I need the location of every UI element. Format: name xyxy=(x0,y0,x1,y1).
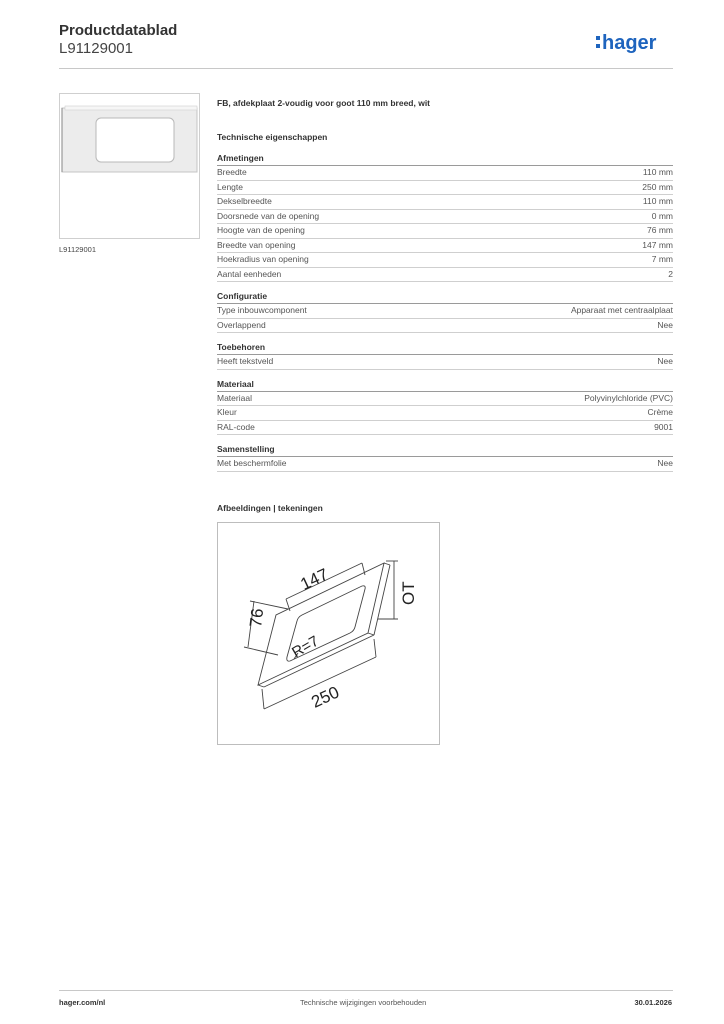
spec-value: Nee xyxy=(657,319,673,330)
spec-value: 7 mm xyxy=(651,254,673,264)
spec-label: Doorsnede van de opening xyxy=(217,210,320,221)
images-heading: Afbeeldingen | tekeningen xyxy=(217,503,323,513)
spec-label: Lengte xyxy=(217,181,243,192)
header-divider xyxy=(59,68,673,69)
spec-value: Nee xyxy=(657,458,673,468)
dim-ot-label: OT xyxy=(399,581,418,605)
product-thumbnail xyxy=(59,93,200,239)
spec-row xyxy=(217,392,673,407)
spec-label: Materiaal xyxy=(217,392,252,403)
spec-row xyxy=(217,181,673,196)
spec-value: 76 mm xyxy=(647,225,673,235)
dim-length-label: 250 xyxy=(308,682,343,712)
footer-disclaimer: Technische wijzigingen voorbehouden xyxy=(300,998,427,1007)
spec-row xyxy=(217,421,673,436)
spec-row xyxy=(217,253,673,268)
spec-value: 147 mm xyxy=(642,239,673,250)
spec-sections xyxy=(217,152,673,472)
spec-row xyxy=(217,268,673,283)
spec-label: Heeft tekstveld xyxy=(217,356,274,366)
dim-height-label: 76 xyxy=(246,607,268,629)
spec-label: Overlappend xyxy=(217,319,266,330)
spec-section xyxy=(217,152,673,282)
spec-section xyxy=(217,378,673,436)
spec-value: Polyvinylchloride (PVC) xyxy=(584,392,673,403)
spec-row xyxy=(217,224,673,239)
spec-value: 2 xyxy=(668,268,673,279)
spec-row xyxy=(217,355,673,370)
spec-row xyxy=(217,195,673,210)
thumbnail-caption: L91129001 xyxy=(59,245,96,254)
spec-label: RAL-code xyxy=(217,421,255,432)
spec-value: 0 mm xyxy=(651,210,673,221)
spec-value: Nee xyxy=(657,356,673,366)
spec-row xyxy=(217,304,673,319)
spec-label: Kleur xyxy=(217,407,237,417)
spec-value: 9001 xyxy=(654,421,673,432)
footer-divider xyxy=(59,990,673,991)
dim-radius-label: R=7 xyxy=(289,632,322,662)
section-heading: Samenstelling xyxy=(217,443,673,457)
spec-row xyxy=(217,457,673,472)
technical-drawing xyxy=(217,522,440,745)
section-heading: Toebehoren xyxy=(217,341,673,355)
spec-value: 250 mm xyxy=(642,181,673,192)
spec-label: Breedte xyxy=(217,167,247,177)
dim-width-label: 147 xyxy=(297,564,332,594)
footer-website[interactable]: hager.com/nl xyxy=(59,998,106,1007)
spec-label: Dekselbreedte xyxy=(217,196,272,206)
spec-label: Breedte van opening xyxy=(217,239,296,250)
hager-logo xyxy=(594,27,674,57)
dimension-drawing xyxy=(218,523,439,744)
product-image xyxy=(60,94,199,238)
spec-section xyxy=(217,443,673,472)
spec-value: Apparaat met centraalplaat xyxy=(570,305,673,315)
technical-heading: Technische eigenschappen xyxy=(217,132,328,142)
product-code: L91129001 xyxy=(59,40,133,57)
brand-wordmark: hager xyxy=(602,32,657,54)
spec-row xyxy=(217,239,673,254)
spec-value: Crème xyxy=(647,407,673,417)
spec-label: Hoekradius van opening xyxy=(217,254,309,264)
spec-label: Met beschermfolie xyxy=(217,458,287,468)
product-info xyxy=(217,96,673,472)
spec-section xyxy=(217,290,673,333)
footer-date: 30.01.2026 xyxy=(634,998,672,1007)
spec-label: Type inbouwcomponent xyxy=(217,305,307,315)
product-description: FB, afdekplaat 2-voudig voor goot 110 mm breed, wit xyxy=(217,98,431,108)
spec-row xyxy=(217,166,673,181)
page-title: Productdatablad xyxy=(59,22,178,39)
spec-label: Hoogte van de opening xyxy=(217,225,305,235)
spec-value: 110 mm xyxy=(642,196,673,206)
spec-row xyxy=(217,406,673,421)
section-heading: Afmetingen xyxy=(217,152,673,166)
spec-value: 110 mm xyxy=(642,167,673,177)
spec-row xyxy=(217,319,673,334)
spec-row xyxy=(217,210,673,225)
spec-label: Aantal eenheden xyxy=(217,268,282,279)
section-heading: Materiaal xyxy=(217,378,673,392)
section-heading: Configuratie xyxy=(217,290,673,304)
spec-section xyxy=(217,341,673,370)
